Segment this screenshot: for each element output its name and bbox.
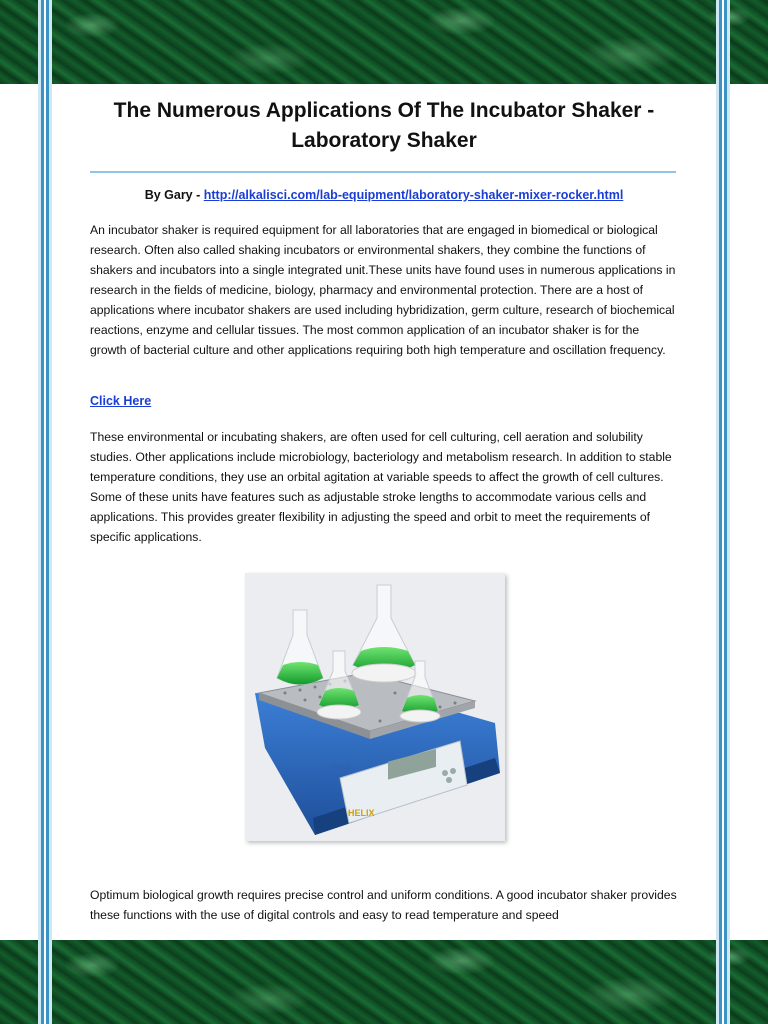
article-title-line2: Laboratory Shaker (291, 129, 477, 152)
paragraph-conclusion: Optimum biological growth requires precise control and uniform conditions. A good incubator shaker provides these functions with the use of digital controls and easy to read temperature and speed (90, 888, 677, 922)
decorative-stripe-right (716, 0, 730, 1024)
incubator-shaker-photo (245, 573, 505, 841)
device-brand-text: HELIX (348, 808, 375, 818)
decorative-stripe-left (38, 0, 52, 1024)
shaker-illustration (245, 573, 505, 841)
article-title-line1: The Numerous Applications Of The Incubator Shaker - (113, 99, 655, 122)
paragraph-intro: An incubator shaker is required equipment for all laboratories that are engaged in biomedical or biological research. Often also called shaking incubators or environmental shakers, they combine the functions of shakers and incubators into a single integrated unit.These units have found uses in numerous applications in research in the fields of medicine, biology, pharmacy and environmental protection. There are a host of applications where incubator shakers are used including hybridization, germ culture, research of biochemical reactions, enzyme and cellular tissues. The most common application of an incubator shaker is for the growth of bacterial culture and other applications requiring both high temperature and oscillation frequency. (90, 223, 676, 357)
decorative-marble-header (0, 0, 768, 84)
click-here-container (90, 394, 151, 408)
article-title (90, 96, 678, 156)
paragraph-applications: These environmental or incubating shakers, are often used for cell culturing, cell aeration and solubility studies. Other applications include microbiology, bacteriology and metabolism research. In addition to stable temperature conditions, they use an orbital agitation at variable speeds to affect the growth of cell cultures. Some of these units have features such as adjustable stroke lengths to accommodate various cells and applications. This provides greater flexibility in adjusting the speed and orbit to meet the requirements of specific applications. (90, 430, 672, 544)
click-here-link[interactable]: Click Here (90, 394, 152, 408)
source-link[interactable]: http://alkalisci.com/lab-equipment/laboratory-shaker-mixer-rocker.html (203, 188, 624, 202)
device-logo-text: Ohaus (330, 764, 351, 771)
byline-author: By Gary - (144, 188, 204, 202)
byline (90, 188, 678, 202)
decorative-marble-footer (0, 940, 768, 1024)
title-divider (90, 171, 676, 173)
